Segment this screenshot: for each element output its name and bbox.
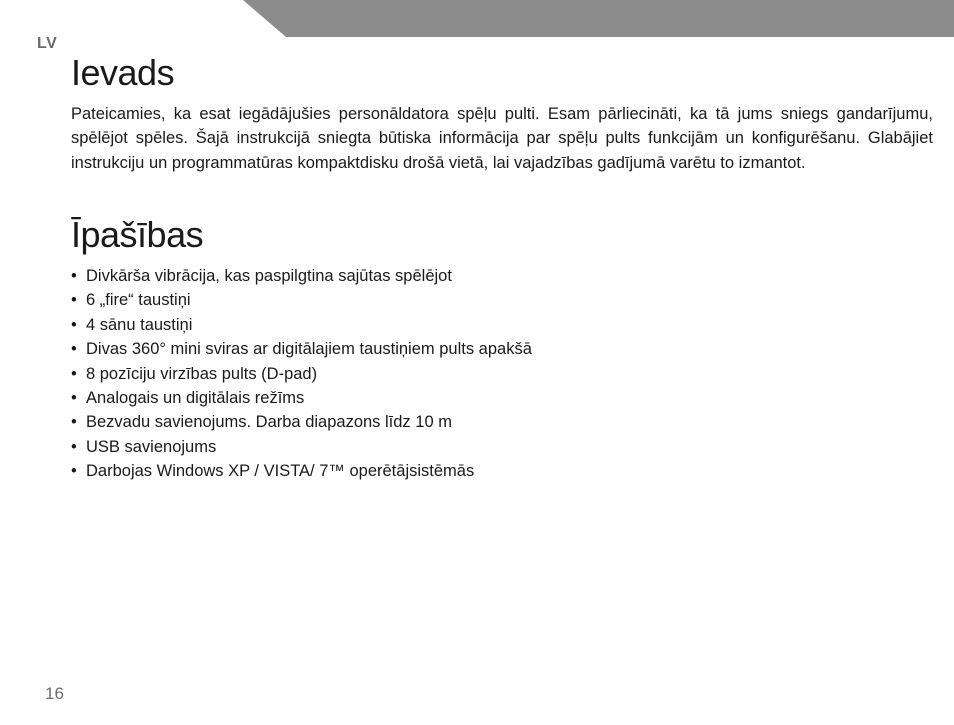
list-item [71, 337, 771, 361]
bullet-icon: • [71, 267, 77, 285]
list-item [71, 435, 771, 459]
list-item-text: Divkārša vibrācija, kas paspilgtina sajūtas spēlējot [86, 267, 452, 285]
list-item-text: 8 pozīciju virzības pults (D-pad) [86, 364, 318, 383]
list-item-text: Bezvadu savienojums. Darba diapazons līdz 10 m [86, 413, 452, 432]
list-item [71, 313, 771, 337]
features-heading: Īpašības [71, 214, 204, 255]
list-item [71, 264, 771, 288]
intro-paragraph: Pateicamies, ka esat iegādājušies personāldatora spēļu pulti. Esam pārliecināti, ka tā jums sniegs gandarījumu, spēlējot spēles. Šajā instrukcijā sniegta būtiska informācija par spēļu pults funkcijām un konfigurēšanu. Glabājiet instrukciju un programmatūras kompaktdisku drošā vietā, lai vajadzības gadījumā varētu to izmantot. [71, 105, 933, 172]
bullet-icon: • [71, 291, 77, 310]
intro-heading: Ievads [71, 52, 175, 93]
language-code: LV [37, 35, 58, 52]
bullet-icon: • [71, 315, 77, 334]
list-item-text: USB savienojums [86, 437, 217, 456]
list-item [71, 386, 771, 410]
list-item-text: 4 sānu taustiņi [86, 315, 193, 334]
list-item-text: Analogais un digitālais režīms [86, 389, 305, 408]
list-item-text: Darbojas Windows XP / VISTA/ 7™ operētājsistēmās [86, 462, 475, 481]
bullet-icon: • [71, 340, 77, 359]
list-item [71, 410, 771, 434]
page-number: 16 [45, 684, 64, 703]
bullet-icon: • [71, 462, 77, 481]
bullet-icon: • [71, 437, 77, 456]
bullet-icon: • [71, 389, 77, 408]
bullet-icon: • [71, 413, 77, 432]
list-item-text: 6 „fire“ taustiņi [86, 291, 191, 310]
features-list [71, 264, 771, 484]
list-item [71, 362, 771, 386]
list-item-text: Divas 360° mini sviras ar digitālajiem taustiņiem pults apakšā [86, 340, 532, 359]
header-band [0, 0, 954, 40]
bullet-icon: • [71, 364, 77, 383]
list-item [71, 459, 771, 483]
list-item [71, 288, 771, 312]
